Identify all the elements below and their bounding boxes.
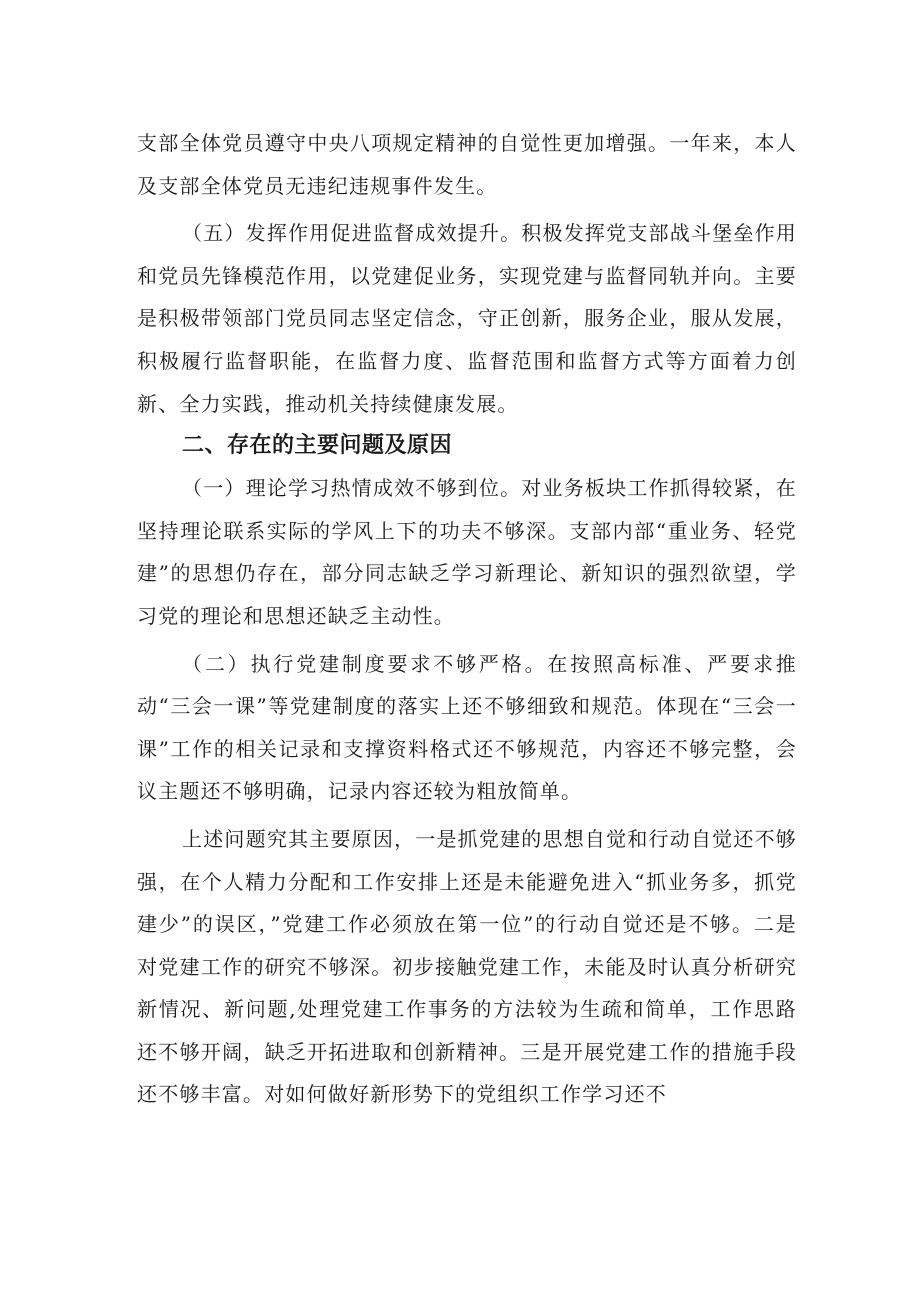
section-heading-problems: 二、存在的主要问题及原因 xyxy=(182,433,453,459)
paragraph-section-five: （五）发挥作用促进监督成效提升。积极发挥党支部战斗堡垒作用和党员先锋模范作用，以党建促业务，实现党建与监督同轨并向。主要是积极带领部门党员同志坚定信念，守正创新，服务企业，服从发展，积极履行监督职能，在监督力度、监督范围和监督方式等方面着力创新、全力实践，推动机关持续健康发展。 xyxy=(137,221,797,416)
paragraph-causes: 上述问题究其主要原因，一是抓党建的思想自觉和行动自觉还不够强，在个人精力分配和工作安排上还是未能避免进入“抓业务多，抓党建少”的误区，”党建工作必须放在第一位”的行动自觉还是不够。二是对党建工作的研究不够深。初步接触党建工作，未能及时认真分析研究新情况、新问题,处理党建工作事务的方法较为生疏和简单，工作思路还不够开阔，缺乏开拓进取和创新精神。三是开展党建工作的措施手段还不够丰富。对如何做好新形势下的党组织工作学习还不 xyxy=(137,826,797,1107)
document-body xyxy=(137,122,797,1116)
paragraph-problem-one: （一）理论学习热情成效不够到位。对业务板块工作抓得较紧，在坚持理论联系实际的学风上下的功夫不够深。支部内部“重业务、轻党建”的思想仍存在，部分同志缺乏学习新理论、新知识的强烈欲望，学习党的理论和思想还缺乏主动性。 xyxy=(137,476,797,628)
paragraph-continuation: 支部全体党员遵守中央八项规定精神的自觉性更加增强。一年来，本人及支部全体党员无违纪违规事件发生。 xyxy=(137,131,797,198)
paragraph-problem-two: （二）执行党建制度要求不够严格。在按照高标准、严要求推动“三会一课”等党建制度的落实上还不够细致和规范。体现在“三会一课”工作的相关记录和支撑资料格式还不够规范，内容还不够完整，会议主题还不够明确，记录内容还较为粗放简单。 xyxy=(137,651,797,804)
